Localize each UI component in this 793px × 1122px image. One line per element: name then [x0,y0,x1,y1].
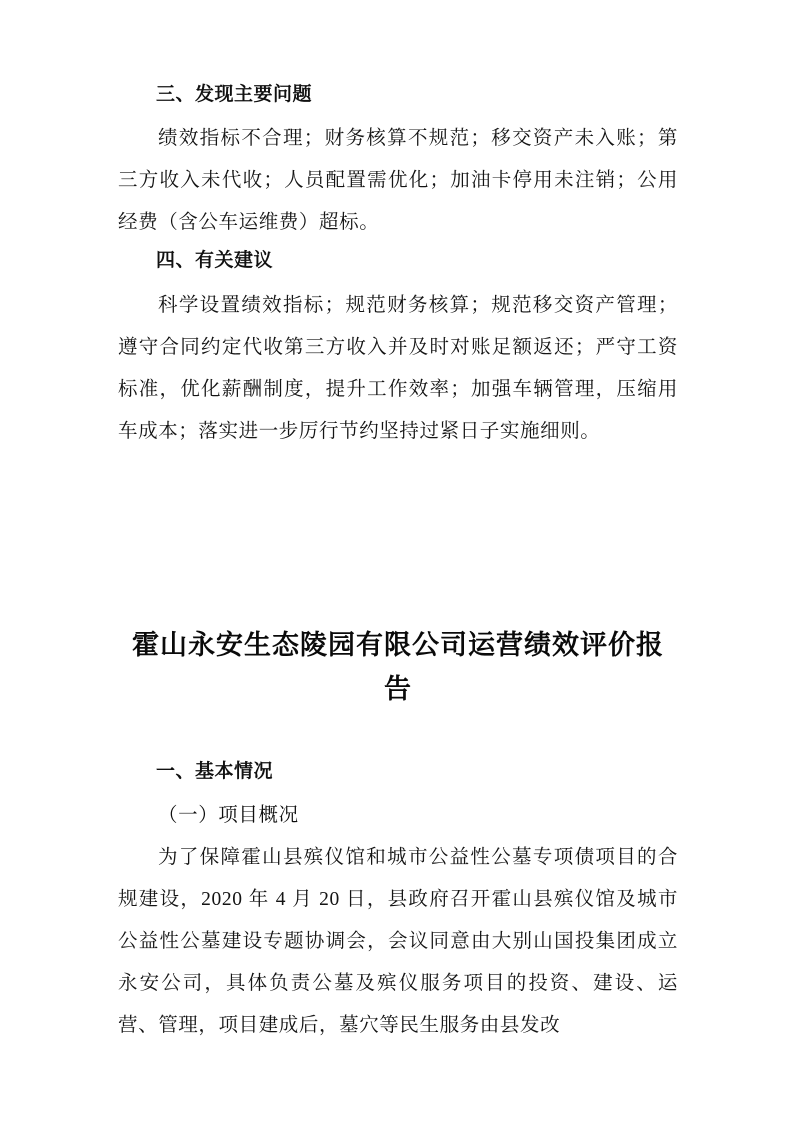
section-heading-four: 四、有关建议 [156,250,274,272]
title-gap [118,717,678,757]
section-three-paragraph: 绩效指标不合理；财务核算不规范；移交资产未入账；第三方收入未代收；人员配置需优化；加油卡停用未注销；公用经费（含公车运维费）超标。 [118,128,678,234]
page-content [118,80,678,1049]
section-gap [118,455,678,623]
report-paragraph-one: 为了保障霍山县殡仪馆和城市公益性公墓专项债项目的合规建设，2020 年 4 月 20 日，县政府召开霍山县殡仪馆及城市公益性公墓建设专题协调会，会议同意由大别山国投集团成立永安公司，具体负责公墓及殡仪服务项目的投资、建设、运营、管理，项目建成后，墓穴等民生服务由县发改 [118,847,678,1037]
section-four-paragraph: 科学设置绩效指标；规范财务核算；规范移交资产管理；遵守合同约定代收第三方收入并及时对账足额返还；严守工资标准，优化薪酬制度，提升工作效率；加强车辆管理，压缩用车成本；落实进一步厉行节约坚持过紧日子实施细则。 [118,294,678,442]
report-subheading-one: （一）项目概况 [158,805,299,827]
section-heading-three: 三、发现主要问题 [156,84,313,105]
report-title: 霍山永安生态陵园有限公司运营绩效评价报告 [132,629,664,704]
report-heading-one: 一、基本情况 [156,760,274,782]
